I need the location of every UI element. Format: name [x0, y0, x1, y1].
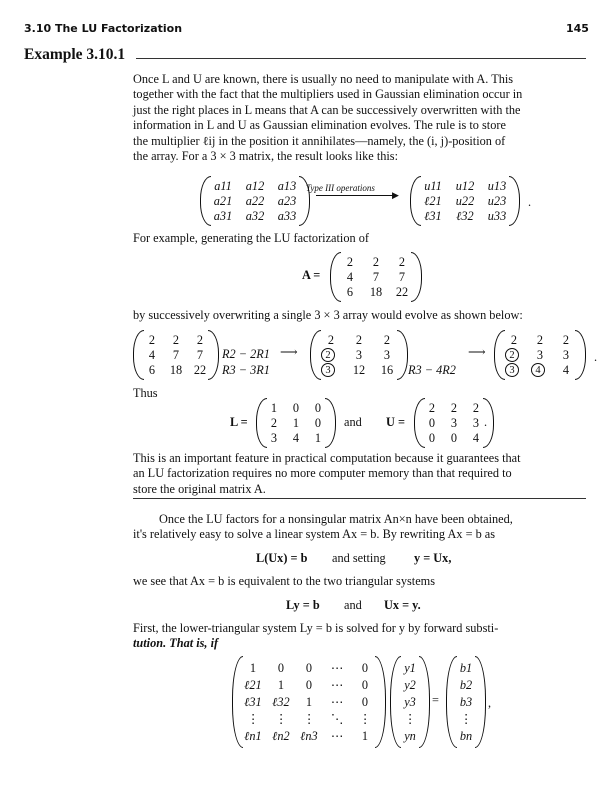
cell: 0: [314, 416, 322, 430]
cell: 1: [292, 416, 300, 430]
cell: 2: [270, 416, 278, 430]
forward-vector-y: [390, 656, 430, 748]
matrix-l: [256, 398, 336, 448]
cell: 6: [148, 363, 156, 377]
cell: 0: [450, 431, 458, 445]
eq2-mid: and: [344, 598, 362, 612]
cell: ⋯: [330, 695, 344, 709]
multiplier-circle: 3: [321, 363, 335, 377]
cell: 3: [450, 416, 458, 430]
cell: 2: [327, 333, 335, 347]
general-matrix-a: [200, 176, 310, 226]
intro-line: the multiplier ℓij in the position it annihilates—namely, the (i, j)-position of: [133, 133, 506, 148]
cell: u23: [487, 194, 507, 208]
cell: b2: [459, 678, 473, 692]
cell: 2: [148, 333, 156, 347]
cell: ⋮: [459, 712, 473, 726]
page-number: 145: [566, 22, 589, 35]
cell: 18: [169, 363, 183, 377]
cell: 3: [355, 348, 363, 362]
important-line: an LU factorization requires no more computer memory than that required to: [133, 466, 512, 481]
cell: b3: [459, 695, 473, 709]
equals-sign: =: [432, 693, 439, 707]
overwrite-text: [133, 308, 523, 323]
cell: 7: [372, 270, 380, 284]
cell: 2: [172, 333, 180, 347]
cell: 2: [372, 255, 380, 269]
type-iii-label: Type III operations: [306, 183, 375, 193]
cell: 3: [562, 348, 570, 362]
important-paragraph: [133, 451, 586, 497]
intro-line: the array. For a 3 × 3 matrix, the result looks like this:: [133, 149, 399, 164]
multiplier-circle: 2: [321, 348, 335, 362]
cell: ⋮: [274, 712, 288, 726]
comma: ,: [488, 696, 492, 710]
eq2-right: Ux = y.: [384, 598, 421, 612]
cell: bn: [459, 729, 473, 743]
row-op-2: R3 − 3R1: [222, 363, 270, 377]
cell: yn: [404, 729, 416, 743]
eq1-mid: and setting: [332, 551, 386, 565]
cell: 0: [277, 661, 285, 675]
cell: a13: [277, 179, 297, 193]
step-matrix-1: [133, 330, 219, 380]
cell: 7: [196, 348, 204, 362]
cell: u33: [487, 209, 507, 223]
cell: 0: [314, 401, 322, 415]
cell: 0: [361, 661, 369, 675]
u-label: U =: [386, 415, 405, 429]
cell: 0: [305, 678, 313, 692]
cell: ℓn1: [244, 729, 262, 743]
cell: 0: [361, 695, 369, 709]
long-arrow-icon: ⟶: [468, 345, 486, 359]
cell: ℓ32: [272, 695, 290, 709]
example-intro-text: For example, generating the LU factorization of: [133, 231, 369, 245]
cell: ℓ32: [456, 209, 474, 223]
cell: 7: [398, 270, 406, 284]
forward-paragraph: [133, 621, 586, 652]
intro-paragraph: [133, 72, 586, 164]
cell: a22: [245, 194, 265, 208]
overwrite-line: by successively overwriting a single 3 × 3 array would evolve as shown below:: [133, 308, 523, 322]
cell: 0: [292, 401, 300, 415]
cell: a33: [277, 209, 297, 223]
arrowhead-icon: ▶: [392, 191, 399, 201]
cell: 2: [355, 333, 363, 347]
forward-vector-b: [446, 656, 486, 748]
cell: 2: [510, 333, 518, 347]
cell: 4: [346, 270, 354, 284]
period: .: [528, 195, 532, 209]
cell: 2: [562, 333, 570, 347]
cell: 3: [270, 431, 278, 445]
cell: 2: [450, 401, 458, 415]
cell: 3: [472, 416, 480, 430]
intro-line: Once L and U are known, there is usually no need to manipulate with A. This: [133, 72, 514, 86]
cell: u13: [487, 179, 507, 193]
cell: 16: [380, 363, 394, 377]
eq2-left: Ly = b: [286, 598, 320, 612]
cell: ⋯: [330, 678, 344, 692]
cell: ⋱: [330, 712, 344, 726]
important-line: store the original matrix A.: [133, 481, 266, 496]
step-matrix-3: [494, 330, 586, 380]
cell: 2: [196, 333, 204, 347]
cell: 0: [305, 661, 313, 675]
equiv-text: [133, 574, 435, 589]
multiplier-circle: 3: [505, 363, 519, 377]
a-label: A =: [302, 268, 321, 282]
cell: 3: [383, 348, 391, 362]
cell: 3: [536, 348, 544, 362]
and-word: and: [344, 415, 362, 429]
important-line: This is an important feature in practical computation because it guarantees that: [133, 451, 521, 465]
cell: u11: [424, 179, 442, 193]
cell: 1: [314, 431, 322, 445]
cell: 2: [346, 255, 354, 269]
example-bottom-rule: [133, 498, 586, 499]
cell: y1: [404, 661, 416, 675]
solve-line: it's relatively easy to solve a linear system Ax = b. By rewriting Ax = b as: [133, 527, 496, 542]
row-op-3: R3 − 4R2: [408, 363, 456, 377]
cell: ⋮: [246, 712, 260, 726]
cell: ⋮: [358, 712, 372, 726]
step-matrix-2: [310, 330, 408, 380]
multiplier-circle: 2: [505, 348, 519, 362]
cell: a32: [245, 209, 265, 223]
row-op-1: R2 − 2R1: [222, 347, 270, 361]
l-label: L =: [230, 415, 248, 429]
eq1-left: L(Ux) = b: [256, 551, 308, 565]
cell: 2: [536, 333, 544, 347]
cell: ⋯: [330, 729, 344, 743]
intro-line: together with the fact that the multipliers used in Gaussian elimination occur in: [133, 87, 523, 102]
cell: 2: [383, 333, 391, 347]
forward-line: tution. That is, if: [133, 636, 219, 651]
general-matrix-lu: [410, 176, 520, 226]
period: .: [484, 415, 488, 429]
thus-text: Thus: [133, 386, 158, 400]
cell: u22: [455, 194, 475, 208]
cell: 2: [398, 255, 406, 269]
cell: a12: [245, 179, 265, 193]
cell: y2: [404, 678, 416, 692]
cell: 22: [395, 285, 409, 299]
solve-line: Once the LU factors for a nonsingular matrix An×n have been obtained,: [159, 512, 513, 526]
cell: y3: [404, 695, 416, 709]
cell: ℓn2: [272, 729, 290, 743]
cell: 22: [193, 363, 207, 377]
cell: 4: [148, 348, 156, 362]
solve-paragraph: [133, 512, 586, 543]
example-intro: [133, 231, 369, 246]
cell: ⋮: [403, 712, 417, 726]
period: .: [594, 350, 598, 364]
eq1-right: y = Ux,: [414, 551, 452, 565]
cell: 1: [277, 678, 285, 692]
cell: 2: [428, 401, 436, 415]
cell: 1: [305, 695, 313, 709]
cell: 4: [562, 363, 570, 377]
cell: 12: [352, 363, 366, 377]
cell: ℓ21: [424, 194, 442, 208]
example-top-rule: [136, 58, 586, 59]
cell: b1: [459, 661, 473, 675]
cell: 4: [292, 431, 300, 445]
multiplier-circle: 4: [531, 363, 545, 377]
cell: 1: [249, 661, 257, 675]
running-header-section: 3.10 The LU Factorization: [24, 22, 183, 35]
cell: 1: [270, 401, 278, 415]
right-arrow-icon: [316, 195, 396, 196]
long-arrow-icon: ⟶: [280, 345, 298, 359]
example-title: Example 3.10.1: [24, 46, 126, 63]
forward-line: First, the lower-triangular system Ly = b is solved for y by forward substi-: [133, 621, 499, 635]
cell: 0: [428, 431, 436, 445]
cell: ℓ21: [244, 678, 262, 692]
cell: 0: [361, 678, 369, 692]
cell: ⋯: [330, 661, 344, 675]
cell: ℓ31: [424, 209, 442, 223]
cell: a11: [214, 179, 232, 193]
matrix-u: [414, 398, 494, 448]
cell: ⋮: [302, 712, 316, 726]
cell: u12: [455, 179, 475, 193]
cell: 6: [346, 285, 354, 299]
intro-line: information in L and U as Gaussian elimination evolves. The rule is to store: [133, 118, 506, 133]
forward-matrix-l: [232, 656, 386, 748]
matrix-a: [330, 252, 422, 302]
intro-line: just the right places in L means that A can be successively overwritten with the: [133, 102, 521, 117]
cell: 4: [472, 431, 480, 445]
cell: a21: [213, 194, 233, 208]
equiv-line: we see that Ax = b is equivalent to the two triangular systems: [133, 574, 436, 588]
cell: 7: [172, 348, 180, 362]
cell: a23: [277, 194, 297, 208]
cell: ℓ31: [244, 695, 262, 709]
cell: 1: [361, 729, 369, 743]
cell: 2: [472, 401, 480, 415]
cell: 18: [369, 285, 383, 299]
cell: a31: [213, 209, 233, 223]
cell: ℓn3: [300, 729, 318, 743]
cell: 0: [428, 416, 436, 430]
thus-word: [133, 386, 158, 401]
